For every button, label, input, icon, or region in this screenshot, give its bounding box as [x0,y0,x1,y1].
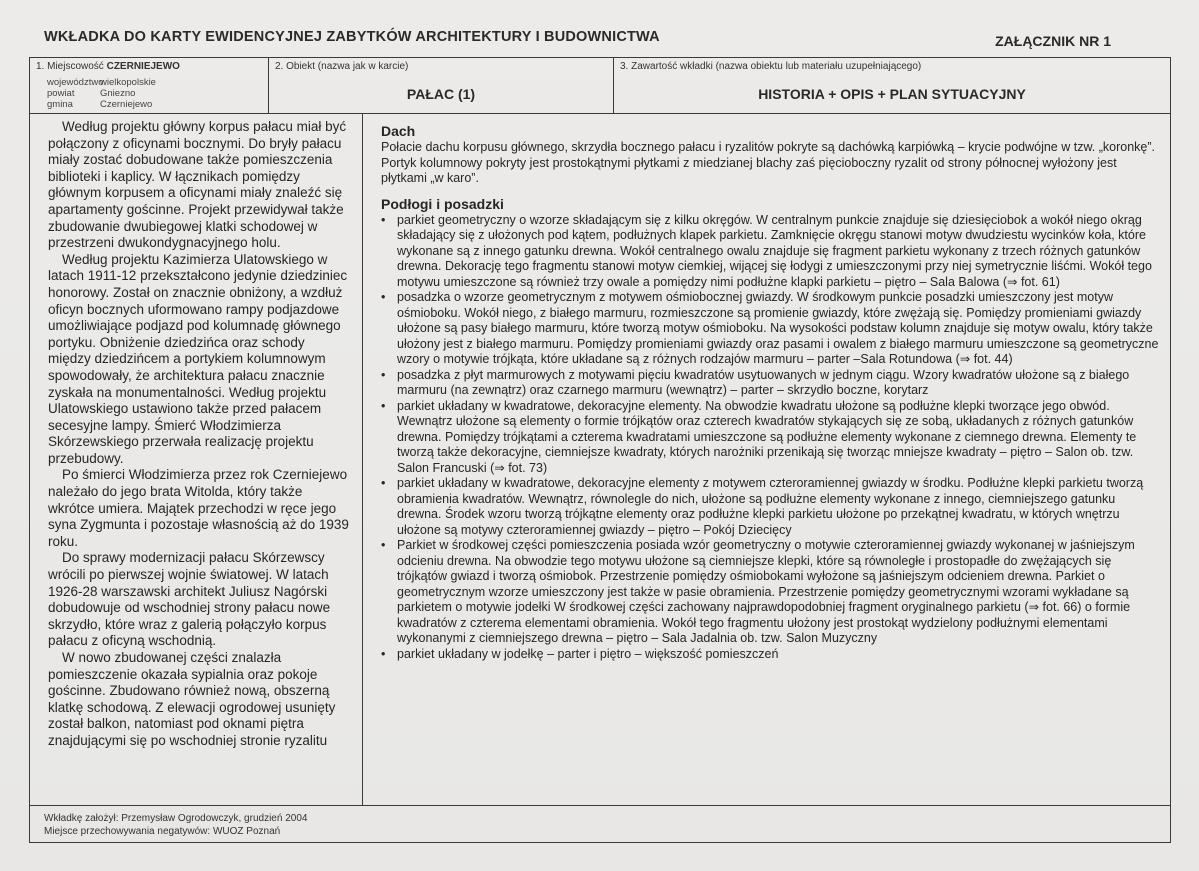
object-name: PAŁAC (1) [406,86,476,102]
location-value: wielkopolskie [100,77,156,88]
content-cell [614,58,1170,113]
location-row [47,99,156,110]
list-item [381,399,1159,477]
location-key: gmina [47,99,73,110]
list-item-text: parkiet układany w jodełkę – parter i piętro – większość pomieszczeń [397,646,779,661]
location-details [47,77,156,110]
list-item [381,538,1159,647]
description-text [381,123,1159,662]
location-value: Czerniejewo [100,99,153,110]
form-frame [29,57,1171,843]
field1-label: 1. Miejscowość [36,61,104,72]
list-item-text: posadzka o wzorze geometrycznym z motywem ośmiobocznej gwiazdy. W środkowym punkcie posadzki umieszczony jest motyw ośmioboku. Wokół niego, z białego marmuru, rozmieszczone są promienie gwiazdy, które zwężają się. Pomiędzy promieniami gwiazdy ułożone są pasy białego marmuru, które tworzą motyw ośmioboku. Na wysokości podstaw kolumn znajduje się motyw owalu, który także ułożony jest z białego marmuru. Pomiędzy promieniami gwiazdy oraz pasami i owalem z białego marmuru umieszczone są geometryczne wzory o motywie trójkąta, które układane są z różnych rodzajów marmuru – parter –Sala Rotundowa (⇒ fot. 44) [397,290,1159,366]
list-item-text: posadzka z płyt marmurowych z motywami pięciu kwadratów usytuowanych w jednym ciągu. Wzory kwadratów ułożone są z białego marmuru (na zewnątrz) oraz czarnego marmuru (wewnątrz) – parter – skrzydło boczne, korytarz [397,367,1130,397]
bullet-icon: • [381,538,386,552]
location-key: województwo [47,77,104,88]
location-row [47,88,156,99]
list-item-text: parkiet geometryczny o wzorze składającym się z kilku okręgów. W centralnym punkcie znajduje się dziesięciobok a wokół niego okrąg składający się z ułożonych pod kątem, podłużnych klapek parkietu. Zamknięcie okręgu stanowi motyw dwudziestu wycinków koła, które wykonane są z innego gatunku drewna. Wokół centralnego owalu znajduje się fragment parkietu wykonany z trzech różnych gatunków drewna. Dekorację tego fragmentu stanowi motyw ciemkiej, wijącej się łodygi z umieszczonymi przy niej symetrycznie liśćmi. Wokół tego motywu umieszczone są również trzy owale a pomiędzy nimi podłużne klapki parkietu – piętro – Sala Balowa (⇒ fot. 61) [397,212,1152,289]
object-cell [269,58,614,113]
list-item [381,213,1159,291]
history-column [30,113,363,805]
bullet-icon: • [381,290,386,304]
bullet-icon: • [381,212,386,227]
roof-text: Połacie dachu korpusu głównego, skrzydła bocznego pałacu i ryzalitów pokryte są dachówką karpiówką – krycie podwójne w tzw. „koronkę”. Portyk kolumnowy pokryty jest prostokątnymi płytkami z miedzianej blachy zaś pięcioboczny ryzalit od strony północnej wyłożony jest płytkami „w karo”. [381,140,1156,185]
document-title: WKŁADKA DO KARTY EWIDENCYJNEJ ZABYTKÓW ARCHITEKTURY I BUDOWNICTWA [44,29,660,45]
field1-value: CZERNIEJEWO [106,61,180,72]
bullet-icon: • [381,398,386,413]
negatives-location-line: Miejsce przechowywania negatywów: WUOZ Poznań [44,826,281,837]
history-paragraph: Według projektu główny korpus pałacu miał być połączony z oficynami bocznymi. Do bryły pałacu miały zostać dobudowane także pomieszczenia biblioteki i kaplicy. W łącznikach pomiędzy głównym korpusem a oficynami miały znaleźć się apartamenty gościnne. Projekt przewidywał także zbudowanie dwubiegowej klatki schodowej w przestrzeni dwukondygnacyjnego holu. [48,119,347,251]
location-label [36,61,180,72]
bullet-icon: • [381,367,386,382]
attachment-label: ZAŁĄCZNIK NR 1 [995,33,1111,49]
list-item [381,368,1159,399]
bullet-icon: • [381,476,386,490]
location-key: powiat [47,88,75,99]
floors-heading: Podłogi i posadzki [381,195,504,212]
roof-heading: Dach [381,123,416,139]
footer [30,805,1170,844]
list-item [381,647,1159,663]
header-row [30,58,1170,114]
list-item-text: parkiet układany w kwadratowe, dekoracyjne elementy z motywem czteroramiennej gwiazdy w środku. Podłużne klepki parkietu tworzą obramienia kwadratów. Wewnątrz, równolegle do nich, ułożone są podłużne elementy wykonane z innego, ciemniejszego gatunku drewna. Środek wzoru tworzą trójkątne elementy oraz podłużne klepki parkietu ułożone po przekątnej kwadratu, w których wnętrzu ułożone są motywy czteroramiennej gwiazdy – piętro – Pokój Dziecięcy [397,476,1144,537]
history-paragraph: Do sprawy modernizacji pałacu Skórzewscy wrócili po pierwszej wojnie światowej. W latach 1926-28 warszawski architekt Juliusz Nagórski dobudowuje od wschodniej strony pałacu nowe skrzydło, które wraz z galerią połączyło korpus pałacu z oficyną wschodnią. [48,550,331,649]
bullet-icon: • [381,646,386,661]
history-paragraph: W nowo zbudowanej części znalazła pomieszczenie okazała sypialnia oraz pokoje gościnne. Zbudowano również nową, obszerną klatkę schodową. Z elewacji ogrodowej usunięty został balkon, natomiast pod oknami piętra znajdującymi się po wschodniej stronie ryzalitu [48,650,336,748]
location-row [47,77,156,88]
list-item [381,476,1159,538]
field2-label: 2. Obiekt (nazwa jak w karcie) [275,61,409,72]
list-item-text: Parkiet w środkowej części pomieszczenia posiada wzór geometryczny o motywie czteroramiennej gwiazdy wykonanej w jaśniejszym odcieniu drewna. Na obwodzie tego motywu ułożone są ciemniejsze klepki, które są równoległe i prostopadłe do zwężających się trójkątów gwiazd i tworzą ośmiobok. Przestrzenie pomiędzy ośmiobokami wyłożone są jaśniejszym odcieniem drewna. Parkiet o geometrycznym wzorze umieszczony jest także w pasie obramienia. Przestrzenie pomiędzy geometrycznymi wzorami wykładane są parkietem o motywie jodełki W środkowej części zachowany najprawdopodobniej fragment oryginalnego parkietu (⇒ fot. 66) o formie kwadratów z czterema elementami obramienia. Wokół tego fragmentu ułożony jest prostokąt wydzielony podłużnymi elementami wykonanymi z ciemniejszego drewna – piętro – Sala Jadalnia ob. tzw. Salon Muzyczny [397,538,1135,645]
floors-list [381,213,1159,663]
field3-label: 3. Zawartość wkładki (nazwa obiektu lub materiału uzupełniającego) [620,61,922,72]
history-text [48,119,350,750]
author-line: Wkładkę założył: Przemysław Ogrodowczyk, grudzień 2004 [44,813,308,824]
history-paragraph: Po śmierci Włodzimierza przez rok Czerniejewo należało do jego brata Witolda, który także wkrótce umiera. Majątek przechodzi w ręce jego syna Zygmunta i pozostaje własnością aż do 1939 roku. [48,467,349,549]
location-cell [30,58,269,113]
history-paragraph: Według projektu Kazimierza Ulatowskiego w latach 1911-12 przekształcono jedynie dziedziniec honorowy. Został on znacznie obniżony, a wzdłuż oficyn bocznych uformowano rampy podjazdowe umożliwiające podjazd pod kolumnadę głównego portyku. Obniżenie dziedzińca oraz schody między dziedzińcem a portykiem kolumnowym spowodowały, że architektura pałacu znacznie zyskała na monumentalności. Według projektu Ulatowskiego ustawiono także przed pałacem secesyjne lampy. Śmierć Włodzimierza Skórzewskiego przerwała realizację projektu przebudowy. [48,251,348,466]
list-item-text: parkiet układany w kwadratowe, dekoracyjne elementy. Na obwodzie kwadratu ułożone są podłużne klepki tworzące jego obwód. Wewnątrz ułożone są elementy o formie trójkątów oraz czterech kwadratów stykających się ze sobą, układanych z różnych gatunków drewna. Pomiędzy trójkątami a czterema kwadratami umieszczone są podłużne elementy wykonane z ciemnego drewna. Elementy te tworzą także dekoracyjne, ciemniejsze kwadraty, których narożniki przenikają się tworząc mniejsze kwadraty – piętro – Salon ob. tzw. Salon Francuski (⇒ fot. 73) [397,398,1137,475]
list-item [381,290,1159,368]
content-description: HISTORIA + OPIS + PLAN SYTUACYJNY [758,86,1026,102]
location-value: Gniezno [100,88,136,99]
description-column [363,113,1170,805]
